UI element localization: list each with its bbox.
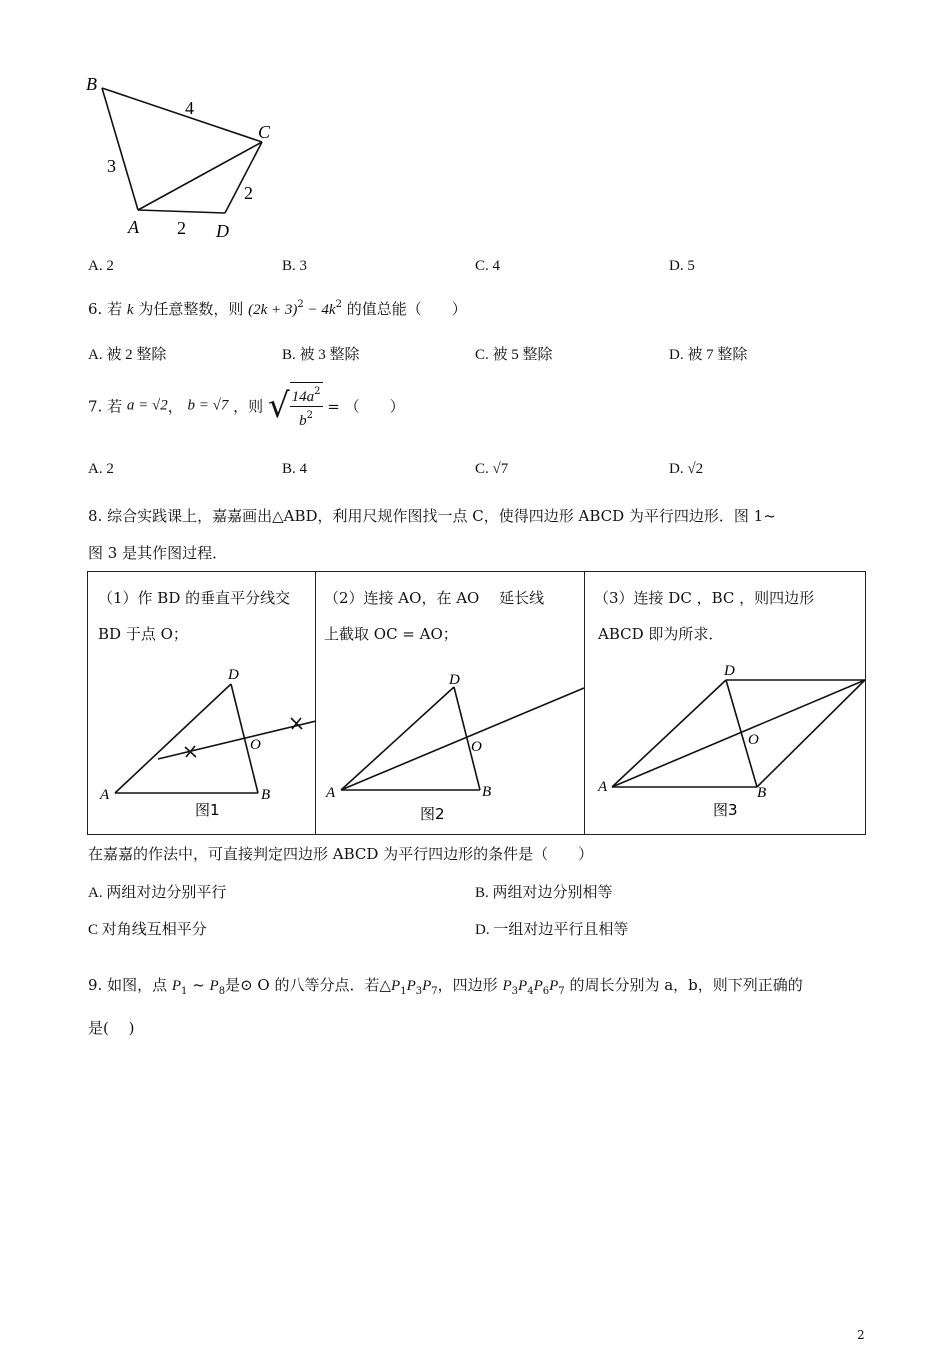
fig2-caption: 图2 [420, 805, 445, 823]
step-2-text-line1: （2）连接 AO，在 AO 延长线 [324, 589, 545, 607]
fig1-label-o: O [250, 737, 261, 753]
fig2-label-d: D [449, 672, 460, 688]
q8-option-c: C 对角线互相平分 [88, 922, 207, 938]
fig3-caption: 图3 [713, 801, 738, 819]
fig2-label-b: B [482, 784, 492, 800]
step-3-text-line1: （3）连接 DC ，BC ，则四边形 [594, 589, 815, 607]
fig3-label-d: D [724, 663, 735, 679]
q5-option-d: D. 5 [669, 258, 695, 274]
question-9-line1: 9. 如图，点 $P_1$ ~ $P_8$是⊙ O 的八等分点．若$\triangle P_1P_3P_7$，四边形 $P_3P_4P_6P_7$ 的周长分别为 a，b，则下列正确的 [88, 976, 803, 997]
q8-option-a: A. 两组对边分别平行 [88, 885, 227, 901]
q7-option-b: B. 4 [282, 461, 308, 477]
question-8-line1: 8. 综合实践课上，嘉嘉画出△ABD，利用尺规作图找一点 C，使得四边形 ABCD 为平行四边形．图 1~ [88, 507, 776, 525]
q5-option-a: A. 2 [88, 258, 114, 274]
vertex-b-label: B [86, 74, 97, 94]
fig1-label-d: D [228, 667, 239, 683]
construction-steps-table [87, 571, 866, 835]
page-number: 2 [857, 1328, 865, 1342]
fig3-label-b: B [757, 785, 767, 801]
radical-sign: √ [267, 386, 290, 426]
q8-option-d: D. 一组对边平行且相等 [475, 922, 629, 938]
step-2-text-line2: 上截取 OC = AO； [324, 625, 458, 643]
q7-option-a: A. 2 [88, 461, 114, 477]
edge-cd-label: 2 [244, 183, 253, 203]
q6-option-d: D. 被 7 整除 [669, 347, 748, 363]
step-1-text-line1: （1）作 BD 的垂直平分线交 [98, 589, 291, 607]
fig3-label-a: A [598, 779, 608, 795]
figure-2 [316, 657, 584, 832]
question-8-prompt: 在嘉嘉的作法中，可直接判定四边形 ABCD 为平行四边形的条件是（ ） [88, 845, 594, 863]
q6-option-b: B. 被 3 整除 [282, 347, 360, 363]
fig1-label-b: B [261, 787, 271, 803]
q5-option-c: C. 4 [475, 258, 501, 274]
edge-ad-label: 2 [177, 218, 186, 238]
figure-1 [88, 657, 316, 832]
fig3-label-o: O [748, 732, 759, 748]
vertex-c-label: C [258, 122, 271, 142]
q6-option-a: A. 被 2 整除 [88, 347, 167, 363]
q7-option-c: C. √7 [475, 461, 509, 477]
q7-fraction: $\frac{14a^2}{b^2}$ [290, 382, 323, 430]
vertex-a-label: A [128, 217, 139, 237]
q8-option-b: B. 两组对边分别相等 [475, 885, 613, 901]
q7-option-d: D. √2 [669, 461, 704, 477]
step-1-text-line2: BD 于点 O； [98, 625, 188, 643]
q5-option-b: B. 3 [282, 258, 308, 274]
step-3-text-line2: ABCD 即为所求． [598, 625, 724, 643]
question-6-stem: 6. 若 k 为任意整数，则 $(2k + 3)^2 - 4k^2$ 的值总能（ ） [88, 299, 467, 318]
fig1-caption: 图1 [195, 801, 220, 819]
fig1-label-a: A [100, 787, 110, 803]
q6-option-c: C. 被 5 整除 [475, 347, 553, 363]
fig2-label-a: A [326, 785, 336, 801]
question-7-stem: 7. 若 a = √2， b = √7 ，则 √ $\frac{14a^2}{b^2}$ = （ ） [88, 382, 405, 430]
figure-3 [585, 657, 865, 832]
quadrilateral-figure [80, 70, 300, 245]
question-9-line2: 是( ) [88, 1019, 135, 1037]
vertex-d-label: D [216, 221, 229, 241]
fig2-label-o: O [471, 739, 482, 755]
edge-ab-label: 3 [107, 156, 116, 176]
edge-bc-label: 4 [185, 98, 194, 118]
question-8-line2: 图 3 是其作图过程． [88, 544, 228, 562]
